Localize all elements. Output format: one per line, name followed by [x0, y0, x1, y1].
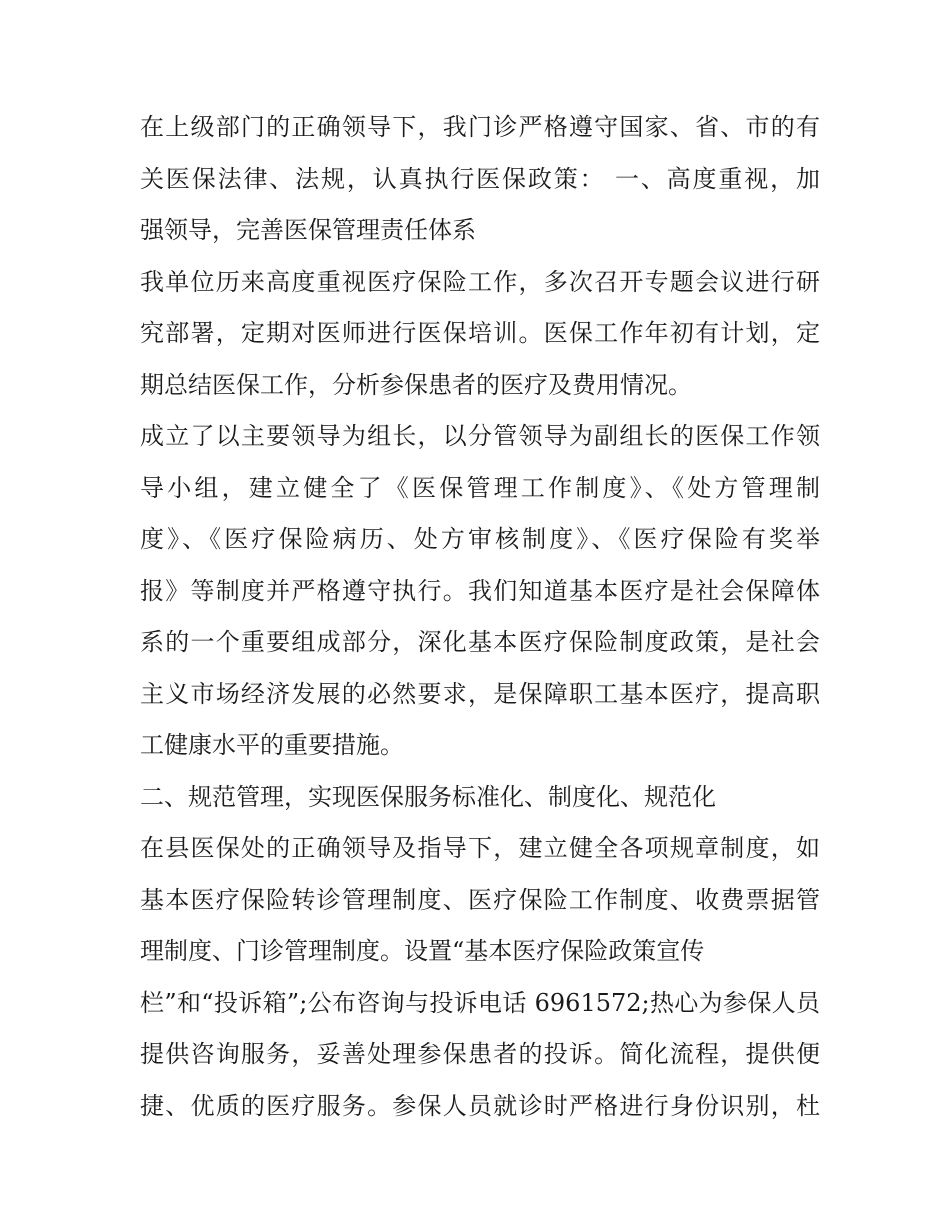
- text-line: 工健康水平的重要措施。: [140, 731, 404, 759]
- text-line: 在县医保处的正确领导及指导下，建立健全各项规章制度，如: [140, 834, 820, 862]
- text-line: 主义市场经济发展的必然要求，是保障职工基本医疗，提高职: [140, 679, 820, 708]
- text-line: 导小组，建立健全了《医保管理工作制度》、《处方管理制: [140, 473, 820, 502]
- text-line: 期总结医保工作，分析参保患者的医疗及费用情况。: [140, 370, 692, 399]
- text-line: 究部署，定期对医师进行医保培训。医保工作年初有计划，定: [140, 319, 820, 347]
- text-line: 成立了以主要领导为组长，以分管领导为副组长的医保工作领: [140, 422, 820, 450]
- text-line: 度》、《医疗保险病历、处方审核制度》、《医疗保险有奖举: [140, 525, 820, 553]
- text-line: 基本医疗保险转诊管理制度、医疗保险工作制度、收费票据管: [140, 885, 820, 914]
- text-line: 提供咨询服务，妥善处理参保患者的投诉。简化流程，提供便: [140, 1040, 820, 1068]
- text-line: 理制度、门诊管理制度。设置“基本医疗保险政策宣传: [140, 937, 705, 965]
- document-body: [140, 102, 820, 1132]
- text-line: 栏”和“投诉箱”;公布咨询与投诉电话 6961572;热心为参保人员: [140, 988, 820, 1017]
- text-line: 关医保法律、法规，认真执行医保政策： 一、高度重视，加: [140, 164, 820, 193]
- text-line: 我单位历来高度重视医疗保险工作，多次召开专题会议进行研: [140, 267, 820, 296]
- text-line: 强领导，完善医保管理责任体系: [140, 216, 476, 244]
- text-line: 捷、优质的医疗服务。参保人员就诊时严格进行身份识别，杜: [140, 1091, 820, 1120]
- text-line: 报》等制度并严格遵守执行。我们知道基本医疗是社会保障体: [140, 576, 820, 605]
- text-line: 在上级部门的正确领导下，我门诊严格遵守国家、省、市的有: [140, 113, 820, 141]
- text-line: 系的一个重要组成部分，深化基本医疗保险制度政策，是社会: [140, 628, 820, 656]
- section-heading: 二、规范管理，实现医保服务标准化、制度化、规范化: [140, 782, 716, 811]
